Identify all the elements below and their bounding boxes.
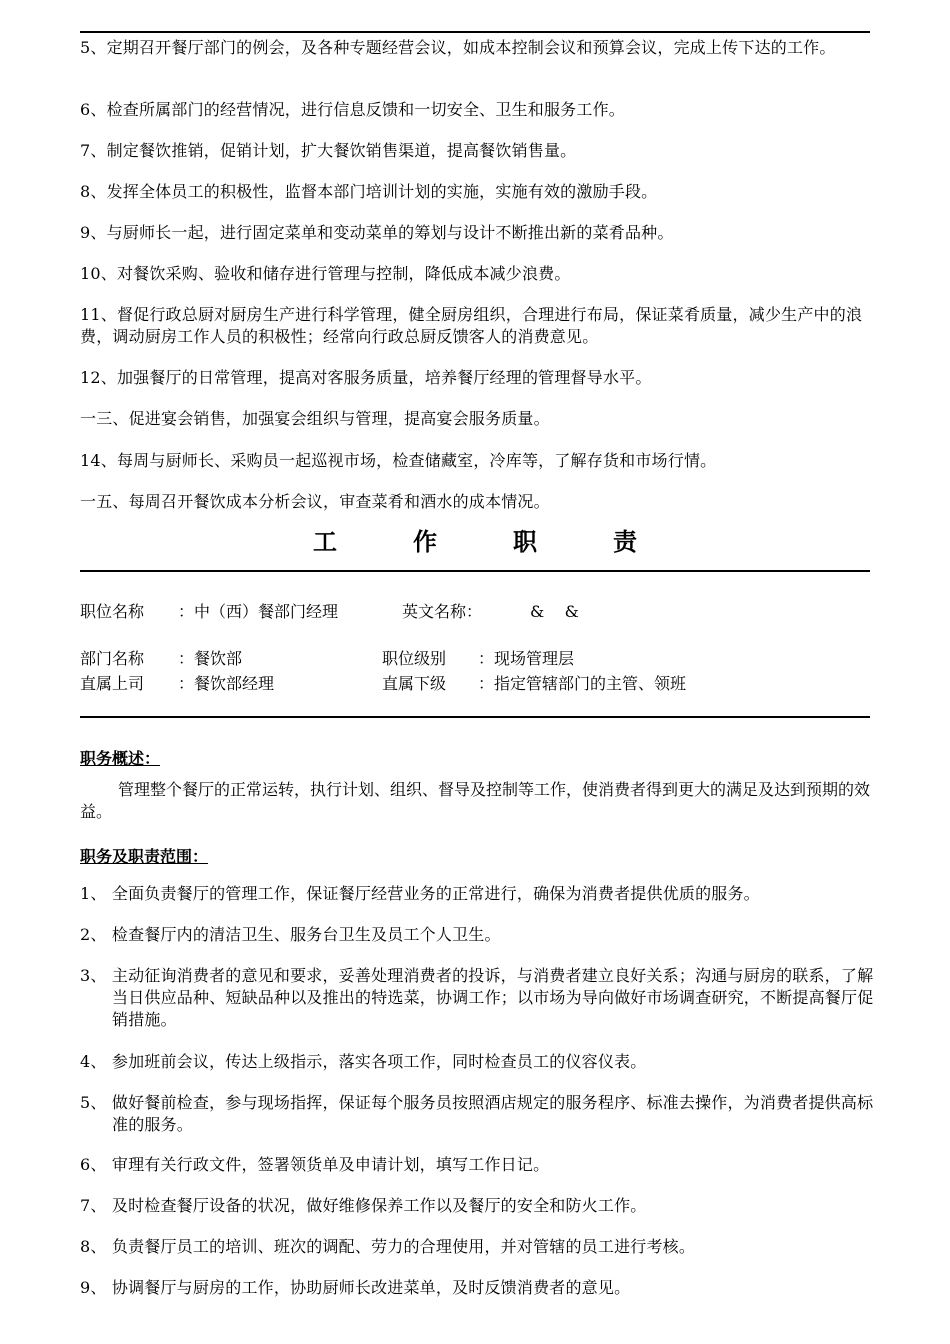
scope-item-8: 8、 负责餐厅员工的培训、班次的调配、劳力的合理使用，并对管辖的员工进行考核。 bbox=[80, 1237, 696, 1256]
top-list-item-9: 9、与厨师长一起，进行固定菜单和变动菜单的筹划与设计不断推出新的菜肴品种。 bbox=[80, 223, 674, 242]
position-label: 职位名称 bbox=[80, 602, 145, 621]
title-char-1: 工 bbox=[313, 527, 337, 556]
scope-item-1: 1、 全面负责餐厅的管理工作，保证餐厅经营业务的正常进行，确保为消费者提供优质的服务。 bbox=[80, 884, 760, 903]
top-list-item-7: 7、制定餐饮推销，促销计划，扩大餐饮销售渠道，提高餐饮销售量。 bbox=[80, 141, 577, 160]
top-list-item-5: 5、定期召开餐厅部门的例会，及各种专题经营会议，如成本控制会议和预算会议，完成上传下达的工作。 bbox=[80, 38, 836, 57]
scope-heading: 职务及职责范围： bbox=[80, 847, 209, 866]
superior-value: ：餐饮部经理 bbox=[178, 674, 275, 693]
overview-heading: 职务概述： bbox=[80, 749, 161, 768]
top-list-item-11: 11、督促行政总厨对厨房生产进行科学管理，健全厨房组织，合理进行布局，保证菜肴质量，减少生产中的浪费，调动厨房工作人员的积极性；经常向行政总厨反馈客人的消费意见。 bbox=[80, 305, 863, 346]
top-list-item-14: 14、每周与厨师长、采购员一起巡视市场，检查储藏室，冷库等，了解存货和市场行情。 bbox=[80, 451, 717, 470]
english-name-label: 英文名称： bbox=[402, 602, 483, 621]
title-char-3: 职 bbox=[513, 527, 537, 556]
english-name-value: & & bbox=[530, 602, 579, 621]
scope-item-7: 7、 及时检查餐厅设备的状况，做好维修保养工作以及餐厅的安全和防火工作。 bbox=[80, 1196, 647, 1215]
scope-item-6: 6、 审理有关行政文件，签署领货单及申请计划，填写工作日记。 bbox=[80, 1155, 550, 1174]
scope-item-5: 5、 做好餐前检查，参与现场指挥，保证每个服务员按照酒店规定的服务程序、标准去操作，为消费者提供高标准的服务。 bbox=[80, 1093, 874, 1134]
subordinate-value: ：指定管辖部门的主管、领班 bbox=[478, 674, 687, 693]
top-list-item-15: 一五、每周召开餐饮成本分析会议，审查菜肴和酒水的成本情况。 bbox=[80, 492, 550, 511]
top-list-item-6: 6、检查所属部门的经营情况，进行信息反馈和一切安全、卫生和服务工作。 bbox=[80, 100, 625, 119]
superior-label: 直属上司 bbox=[80, 674, 145, 693]
scope-item-4: 4、 参加班前会议，传达上级指示，落实各项工作，同时检查员工的仪容仪表。 bbox=[80, 1052, 647, 1071]
subordinate-label: 直属下级 bbox=[382, 674, 447, 693]
level-value: ：现场管理层 bbox=[478, 649, 575, 668]
top-divider bbox=[80, 31, 870, 33]
top-list-item-10: 10、对餐饮采购、验收和储存进行管理与控制，降低成本减少浪费。 bbox=[80, 264, 571, 283]
info-divider bbox=[80, 716, 870, 718]
level-label: 职位级别 bbox=[382, 649, 447, 668]
title-char-4: 责 bbox=[613, 527, 637, 556]
scope-item-2: 2、 检查餐厅内的清洁卫生、服务台卫生及员工个人卫生。 bbox=[80, 925, 501, 944]
top-list-item-8: 8、发挥全体员工的积极性，监督本部门培训计划的实施，实施有效的激励手段。 bbox=[80, 182, 658, 201]
title-divider bbox=[80, 570, 870, 572]
scope-item-3: 3、 主动征询消费者的意见和要求，妥善处理消费者的投诉，与消费者建立良好关系；沟通与厨房的联系，了解当日供应品种、短缺品种以及推出的特选菜，协调工作；以市场为导向做好市场调查研究，不断提高餐厅促销措施。 bbox=[80, 966, 874, 1029]
department-value: ：餐饮部 bbox=[178, 649, 243, 668]
top-list-item-13: 一三、促进宴会销售，加强宴会组织与管理，提高宴会服务质量。 bbox=[80, 409, 550, 428]
position-value: ：中（西）餐部门经理 bbox=[178, 602, 339, 621]
overview-text: 管理整个餐厅的正常运转，执行计划、组织、督导及控制等工作，使消费者得到更大的满足及达到预期的效益。 bbox=[80, 780, 871, 821]
title-char-2: 作 bbox=[413, 527, 437, 556]
top-list-item-12: 12、加强餐厅的日常管理，提高对客服务质量，培养餐厅经理的管理督导水平。 bbox=[80, 368, 652, 387]
scope-item-9: 9、 协调餐厅与厨房的工作，协助厨师长改进菜单，及时反馈消费者的意见。 bbox=[80, 1278, 631, 1297]
document-title bbox=[0, 522, 950, 557]
department-label: 部门名称 bbox=[80, 649, 145, 668]
